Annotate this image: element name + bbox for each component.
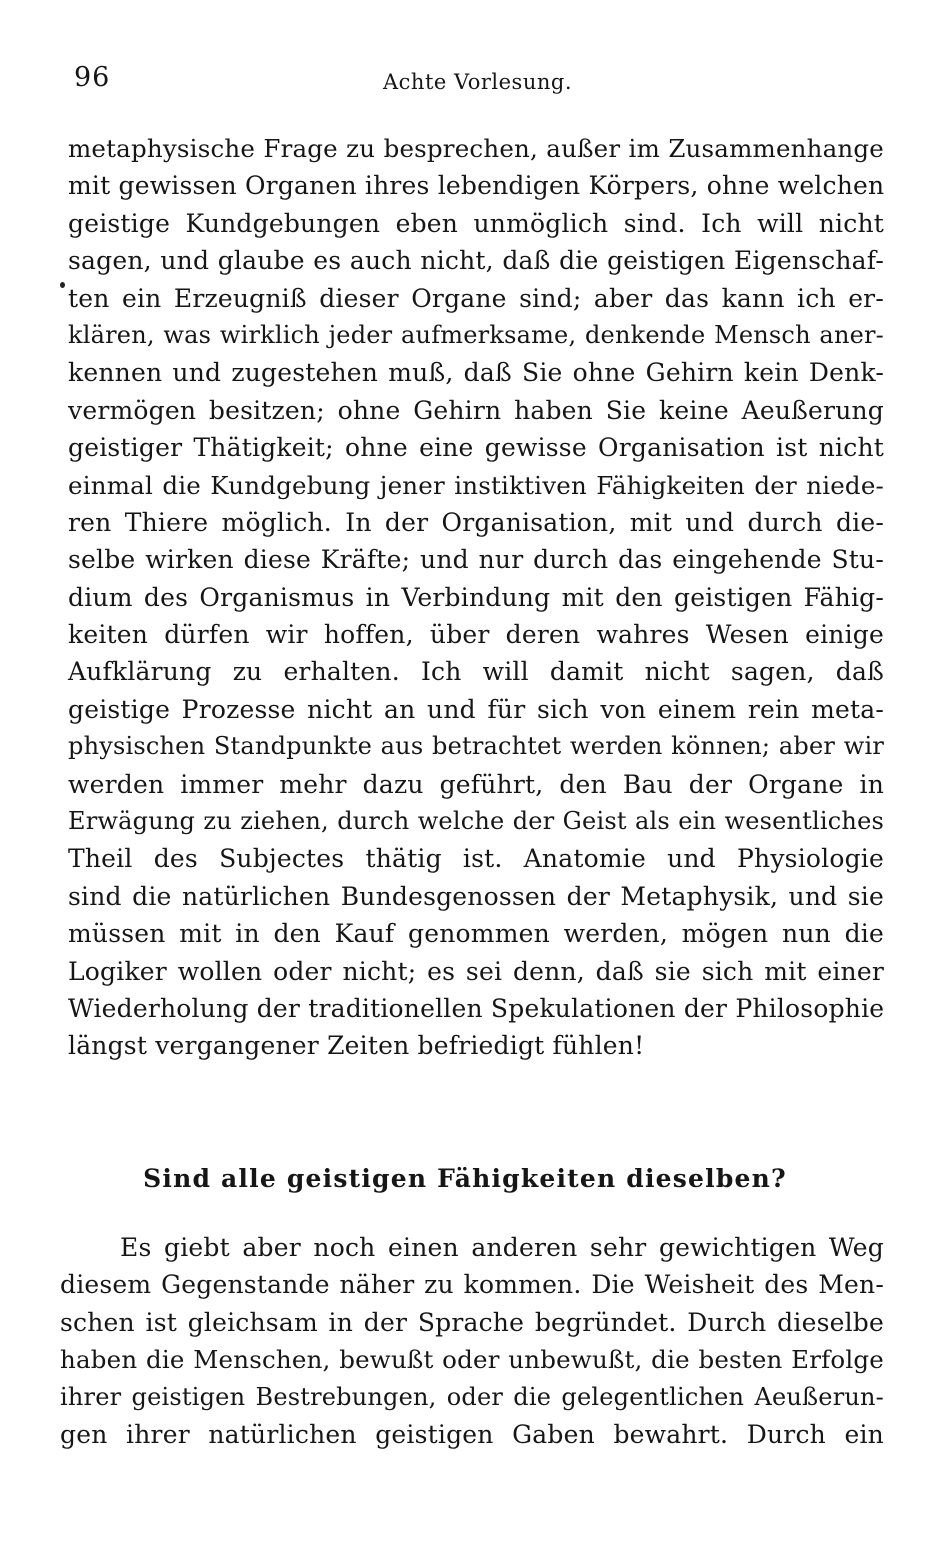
text-line: Wiederholung der traditionellen Spekulationen der Philosophie [68, 993, 885, 1023]
text-line: dium des Organismus in Verbindung mit den geistigen Fähig- [68, 582, 884, 612]
text-line: gen ihrer natürlichen geistigen Gaben bewahrt. Durch ein [60, 1419, 884, 1449]
text-line: sind die natürlichen Bundesgenossen der Metaphysik, und sie [68, 881, 884, 911]
text-line: werden immer mehr dazu geführt, den Bau der Organe in [68, 769, 884, 799]
text-line: klären, was wirklich jeder aufmerksame, denkende Mensch aner- [68, 320, 884, 349]
text-line: geistige Kundgebungen eben unmöglich sind. Ich will nicht [68, 208, 884, 238]
text-line: ten ein Erzeugniß dieser Organe sind; aber das kann ich er- [68, 283, 884, 313]
paragraph-2 [60, 1229, 884, 1453]
text-line: Es giebt aber noch einen anderen sehr gewichtigen Weg [120, 1233, 884, 1262]
text-line: müssen mit in den Kauf genommen werden, mögen nun die [68, 919, 884, 949]
text-line: kennen und zugestehen muß, daß Sie ohne Gehirn kein Denk- [68, 358, 884, 388]
text-line: metaphysische Frage zu besprechen, außer im Zusammenhange [68, 134, 884, 163]
text-line: ren Thiere möglich. In der Organisation, mit und durch die- [68, 507, 884, 537]
text-line: mit gewissen Organen ihres lebendigen Körpers, ohne welchen [68, 171, 885, 201]
text-line: vermögen besitzen; ohne Gehirn haben Sie keine Aeußerung [68, 395, 884, 425]
text-line: selbe wirken diese Kräfte; und nur durch das eingehende Stu- [68, 545, 884, 575]
text-line: haben die Menschen, bewußt oder unbewußt, die besten Erfolge [60, 1345, 884, 1375]
text-line: ihrer geistigen Bestrebungen, oder die gelegentlichen Aeußerun- [60, 1382, 884, 1411]
text-line: einmal die Kundgebung jener instiktiven Fähigkeiten der niede- [68, 470, 884, 500]
text-line: diesem Gegenstande näher zu kommen. Die Weisheit des Men- [60, 1270, 884, 1300]
text-line: Aufklärung zu erhalten. Ich will damit nicht sagen, daß [68, 657, 884, 687]
paragraph-1 [68, 130, 884, 1065]
page-number: 96 [74, 62, 111, 93]
text-line: geistiger Thätigkeit; ohne eine gewisse Organisation ist nicht [68, 433, 884, 463]
text-line: Erwägung zu ziehen, durch welche der Geist als ein wesentliches [68, 807, 884, 836]
text-line: schen ist gleichsam in der Sprache begründet. Durch dieselbe [60, 1307, 884, 1337]
text-line: physischen Standpunkte aus betrachtet werden können; aber wir [68, 732, 884, 761]
text-line: geistige Prozesse nicht an und für sich von einem rein meta- [68, 694, 884, 724]
text-line: sagen, und glaube es auch nicht, daß die geistigen Eigenschaf- [68, 246, 884, 276]
ink-speck [60, 282, 65, 288]
running-head: Achte Vorlesung. [383, 70, 573, 94]
text-line: Theil des Subjectes thätig ist. Anatomie und Physiologie [68, 844, 884, 874]
text-line: keiten dürfen wir hoffen, über deren wahres Wesen einige [68, 620, 884, 650]
text-line: längst vergangener Zeiten befriedigt fühlen! [68, 1031, 645, 1061]
text-line: Logiker wollen oder nicht; es sei denn, daß sie sich mit einer [68, 956, 884, 986]
section-heading: Sind alle geistigen Fähigkeiten dieselben? [143, 1164, 787, 1193]
